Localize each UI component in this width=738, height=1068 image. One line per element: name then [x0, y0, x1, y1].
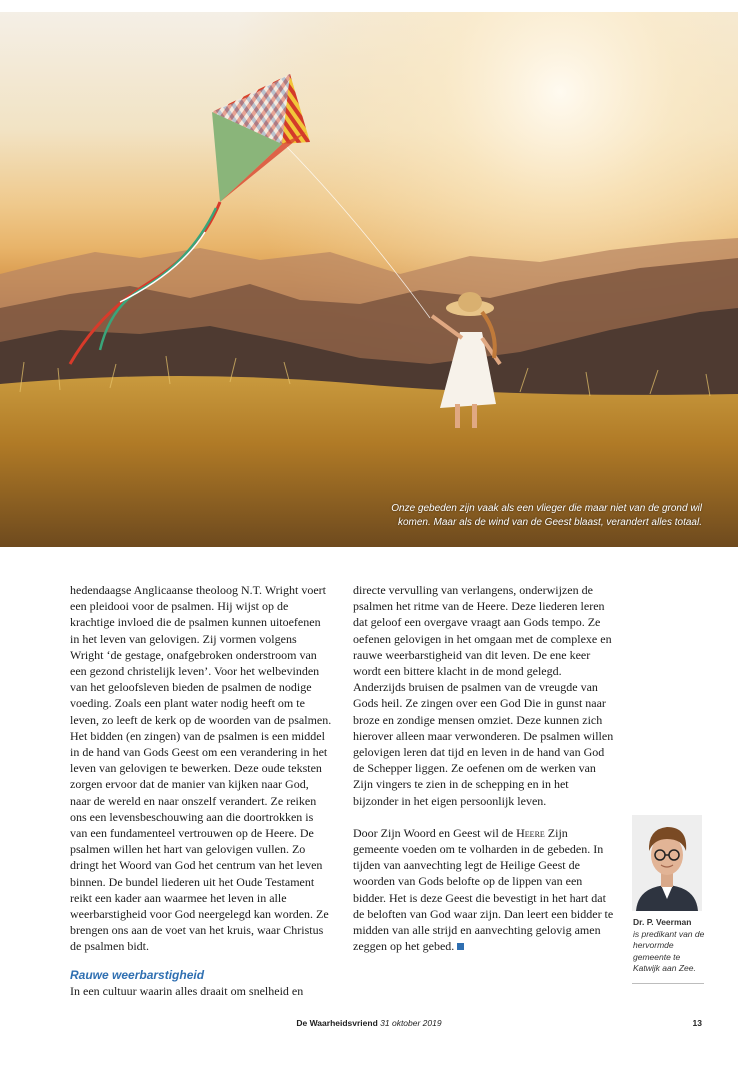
author-name: Dr. P. Veerman: [633, 917, 692, 927]
end-of-article-mark: [457, 943, 464, 950]
publication-date: 31 oktober 2019: [380, 1018, 442, 1028]
article-column-left: [70, 582, 332, 999]
hero-photo: [0, 12, 738, 547]
text-run: Zijn gemeente voeden om te volharden in de gebeden. In tijden van aanvechting legt de Heilige Geest de woorden van Gods belofte op de lippen van een bidder. Het is deze Geest die bevestigt in het hart dat de beloften van God waar zijn. Dan leert een bidder te midden van alle strijd en aanvechting gelovig amen zeggen op het gebed.: [353, 825, 614, 954]
author-bio: is predikant van de hervormde gemeente te Katwijk aan Zee.: [633, 928, 705, 973]
page-number: 13: [692, 1018, 702, 1028]
caption-line-1: Onze gebeden zijn vaak als een vlieger die maar niet van de grond wil: [391, 503, 702, 514]
author-divider: [632, 983, 704, 984]
lord-small-caps: Heere: [516, 825, 545, 840]
article-column-right: [353, 582, 615, 954]
body-paragraph-closing: [353, 825, 615, 955]
publication-name: De Waarheidsvriend: [296, 1018, 378, 1028]
author-photo: [632, 815, 702, 911]
publication-line: [0, 1018, 738, 1028]
author-info: [633, 917, 705, 975]
body-paragraph: directe vervulling van verlangens, onderwijzen de psalmen het ritme van de Heere. Deze liederen leren dat geloof een overgave vraagt aan Gods tempo. Ze oefenen gelovigen in het omgaan met de complexe en rauwe weerbarstigheid van dit leven. De ene keer wordt een bittere klacht in de mond gelegd. Anderzijds bruisen de psalmen van de vreugde van Gods heil. Ze zingen over een God Die in gunst naar broze en zondige mensen omziet. Deze kunnen zich hierover alleen maar verwonderen. De psalmen willen gelovigen leren dat tijd en leven in de hand van God de Schepper liggen. Ze oefenen om de werken van Zijn vingers te zien in de schepping en in het bijzonder in het eigen persoonlijk leven.: [353, 583, 614, 808]
text-run: Door Zijn Woord en Geest wil de: [353, 825, 517, 840]
photo-caption: [382, 502, 702, 530]
subheading: Rauwe weerbarstigheid: [70, 967, 205, 982]
caption-line-2: komen. Maar als de wind van de Geest blaast, verandert alles totaal.: [397, 517, 702, 528]
hero-illustration: [0, 12, 738, 547]
body-paragraph: hedendaagse Anglicaanse theoloog N.T. Wright voert een pleidooi voor de psalmen. Hij wijst op de krachtige invloed die de psalmen kunnen uitoefenen in het leven van gelovigen. Zij vormen volgens Wright ‘de gestage, onafgebroken onderstroom van een gezond christelijk leven’. Voor het welbevinden van het geloofsleven bieden de psalmen de nodige voeding. Zoals een plant water nodig heeft om te leven, zo leeft de kerk op de woorden van de psalmen. Het bidden (en zingen) van de psalmen is een middel in de hand van Gods Geest om een verandering in het leven van gelovigen te bewerken. Deze oude teksten zorgen ervoor dat de manier van kijken naar God, naar de wereld en naar onszelf verandert. Ze reiken ons een levensbeschouwing aan die doortrokken is van een fundamenteel vertrouwen op de Heere. De psalmen willen het hart van gelovigen vullen. Zo dringt het Woord van God het centrum van het leven binnen. De bundel liederen uit het Oude Testament reikt een kader aan waarmee het leven in alle weerbarstigheid voor God neergelegd kan worden. Ze brengen ons aan de voet van het kruis, waar Christus de psalmen bidt.: [70, 583, 332, 954]
body-paragraph: In een cultuur waarin alles draait om snelheid en: [70, 983, 304, 998]
